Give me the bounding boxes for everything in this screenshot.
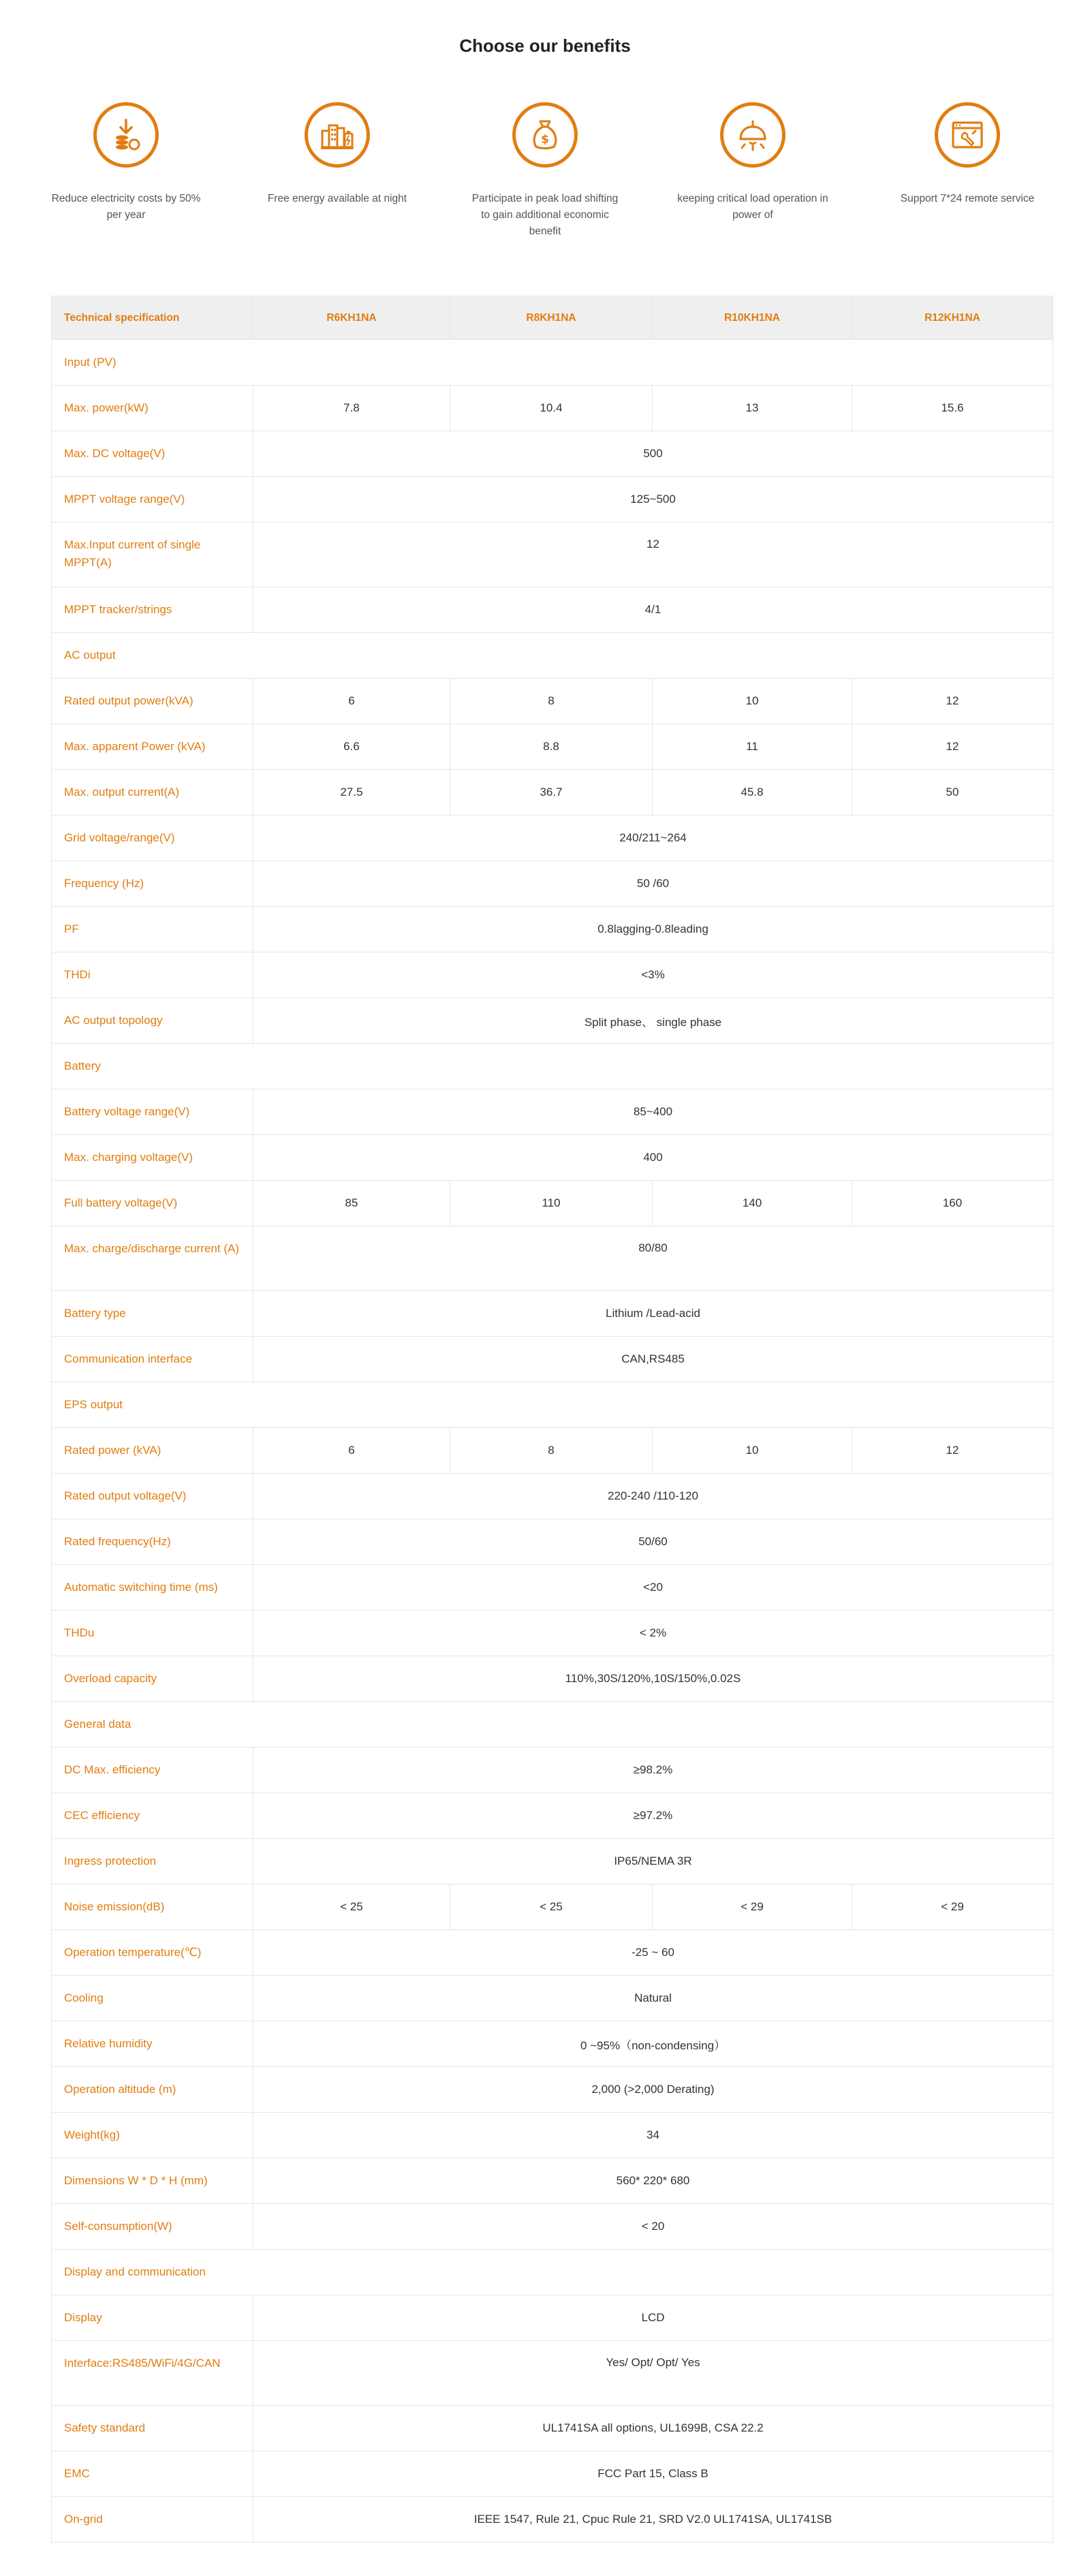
spec-value: 4/1 — [253, 587, 1053, 633]
benefit-icon-circle — [935, 102, 1000, 168]
table-body — [52, 340, 1053, 2543]
table-section-row — [52, 1044, 1053, 1089]
spec-label: Self-consumption(W) — [52, 2204, 253, 2250]
spec-value: 27.5 — [253, 770, 450, 816]
spec-label: CEC efficiency — [52, 1793, 253, 1839]
spec-label: Max. output current(A) — [52, 770, 253, 816]
spec-value: 50 — [852, 770, 1053, 816]
spec-label: Cooling — [52, 1976, 253, 2021]
table-row — [52, 587, 1053, 633]
table-section-row — [52, 2250, 1053, 2295]
table-row — [52, 816, 1053, 861]
benefit-icon-circle — [305, 102, 370, 168]
spec-value: 6 — [253, 679, 450, 724]
spec-value: 0 ~95%（non-condensing） — [253, 2021, 1053, 2067]
section-label: AC output — [52, 633, 1053, 679]
table-header-row — [52, 296, 1053, 340]
table-row — [52, 2341, 1053, 2406]
table-row — [52, 907, 1053, 952]
spec-value: IP65/NEMA 3R — [253, 1839, 1053, 1884]
spec-value: < 2% — [253, 1611, 1053, 1656]
table-row — [52, 1135, 1053, 1181]
spec-value: 12 — [852, 1428, 1053, 1474]
spec-value: 85~400 — [253, 1089, 1053, 1135]
spec-value: 85 — [253, 1181, 450, 1226]
spec-value: 110%,30S/120%,10S/150%,0.02S — [253, 1656, 1053, 1702]
spec-value: 500 — [253, 431, 1053, 477]
benefit-icon-circle — [512, 102, 578, 168]
benefit-caption: Reduce electricity costs by 50% per year — [51, 193, 201, 221]
spec-label: Max. power(kW) — [52, 386, 253, 431]
city-battery-icon — [320, 117, 355, 153]
table-row — [52, 2406, 1053, 2451]
table-section-row — [52, 1702, 1053, 1748]
spec-value: 125~500 — [253, 477, 1053, 523]
spec-value: 45.8 — [653, 770, 852, 816]
coin-savings-icon — [108, 117, 144, 153]
table-header-cell: Technical specification — [52, 296, 253, 340]
spec-value: 0.8lagging-0.8leading — [253, 907, 1053, 952]
spec-label: MPPT tracker/strings — [52, 587, 253, 633]
table-row — [52, 1930, 1053, 1976]
benefit-card — [654, 102, 852, 223]
section-label: Display and communication — [52, 2250, 1053, 2295]
table-row — [52, 1748, 1053, 1793]
spec-value: 7.8 — [253, 386, 450, 431]
spec-value: 160 — [852, 1181, 1053, 1226]
table-row — [52, 1793, 1053, 1839]
spec-value: 6 — [253, 1428, 450, 1474]
table-row — [52, 1291, 1053, 1337]
spec-label: Max. apparent Power (kVA) — [52, 724, 253, 770]
spec-value: Lithium /Lead-acid — [253, 1291, 1053, 1337]
spec-label: Dimensions W * D * H (mm) — [52, 2158, 253, 2204]
table-row — [52, 770, 1053, 816]
spec-value: 11 — [653, 724, 852, 770]
spec-label: Operation altitude (m) — [52, 2067, 253, 2113]
benefit-caption: Support 7*24 remote service — [900, 193, 1035, 204]
spec-value: < 29 — [653, 1884, 852, 1930]
spec-value: 140 — [653, 1181, 852, 1226]
table-row — [52, 2067, 1053, 2113]
benefit-card — [446, 102, 644, 240]
spec-value: UL1741SA all options, UL1699B, CSA 22.2 — [253, 2406, 1053, 2451]
spec-label: PF — [52, 907, 253, 952]
spec-label: Frequency (Hz) — [52, 861, 253, 907]
benefit-card — [238, 102, 436, 207]
spec-value: < 20 — [253, 2204, 1053, 2250]
table-header-cell: R10KH1NA — [653, 296, 852, 340]
spec-value: <20 — [253, 1565, 1053, 1611]
benefit-icon-circle — [720, 102, 785, 168]
table-row — [52, 1089, 1053, 1135]
spec-label: Rated output power(kVA) — [52, 679, 253, 724]
section-label: General data — [52, 1702, 1053, 1748]
spec-value: ≥98.2% — [253, 1748, 1053, 1793]
spec-value: 36.7 — [450, 770, 653, 816]
money-bag-icon — [527, 117, 563, 153]
spec-label: Communication interface — [52, 1337, 253, 1382]
table-row — [52, 724, 1053, 770]
spec-label: EMC — [52, 2451, 253, 2497]
spec-value: 2,000 (>2,000 Derating) — [253, 2067, 1053, 2113]
spec-label: Ingress protection — [52, 1839, 253, 1884]
spec-value: 8.8 — [450, 724, 653, 770]
spec-label: AC output topology — [52, 998, 253, 1044]
spec-value: 12 — [852, 679, 1053, 724]
spec-value: 220-240 /110-120 — [253, 1474, 1053, 1519]
table-row — [52, 2158, 1053, 2204]
svg-text:$: $ — [541, 133, 549, 146]
spec-label: DC Max. efficiency — [52, 1748, 253, 1793]
table-row — [52, 1656, 1053, 1702]
section-label: Input (PV) — [52, 340, 1053, 386]
spec-value: CAN,RS485 — [253, 1337, 1053, 1382]
benefit-icon-circle — [93, 102, 159, 168]
spec-value: 400 — [253, 1135, 1053, 1181]
spec-value: 50 /60 — [253, 861, 1053, 907]
table-row — [52, 1428, 1053, 1474]
table-row — [52, 1181, 1053, 1226]
table-row — [52, 2497, 1053, 2543]
table-section-row — [52, 633, 1053, 679]
spec-label: Grid voltage/range(V) — [52, 816, 253, 861]
spec-value: < 25 — [450, 1884, 653, 1930]
benefit-caption: Participate in peak load shifting to gain additional economic benefit — [471, 193, 619, 237]
table-section-row — [52, 1382, 1053, 1428]
spec-value: FCC Part 15, Class B — [253, 2451, 1053, 2497]
table-header-cell: R12KH1NA — [852, 296, 1053, 340]
table-row — [52, 1474, 1053, 1519]
benefits-title: Choose our benefits — [459, 35, 631, 56]
table-row — [52, 861, 1053, 907]
spec-value: LCD — [253, 2295, 1053, 2341]
spec-value: IEEE 1547, Rule 21, Cpuc Rule 21, SRD V2.0 UL1741SA, UL1741SB — [253, 2497, 1053, 2543]
spec-value: -25 ~ 60 — [253, 1930, 1053, 1976]
spec-value: 560* 220* 680 — [253, 2158, 1053, 2204]
spec-label: Automatic switching time (ms) — [52, 1565, 253, 1611]
spec-value: ≥97.2% — [253, 1793, 1053, 1839]
table-row — [52, 386, 1053, 431]
table-row — [52, 1839, 1053, 1884]
section-label: EPS output — [52, 1382, 1053, 1428]
spec-value: 8 — [450, 1428, 653, 1474]
spec-value: <3% — [253, 952, 1053, 998]
table-row — [52, 1611, 1053, 1656]
spec-label: THDi — [52, 952, 253, 998]
table-row — [52, 679, 1053, 724]
spec-value: < 29 — [852, 1884, 1053, 1930]
spec-label: Full battery voltage(V) — [52, 1181, 253, 1226]
spec-table — [51, 296, 1053, 2543]
lamp-icon — [735, 117, 770, 153]
spec-value: 80/80 — [253, 1226, 1053, 1291]
spec-label: Overload capacity — [52, 1656, 253, 1702]
spec-value: 6.6 — [253, 724, 450, 770]
spec-value: 13 — [653, 386, 852, 431]
spec-label: Battery type — [52, 1291, 253, 1337]
spec-label: Max. DC voltage(V) — [52, 431, 253, 477]
section-label: Battery — [52, 1044, 1053, 1089]
table-row — [52, 2113, 1053, 2158]
spec-value: 15.6 — [852, 386, 1053, 431]
spec-value: 240/211~264 — [253, 816, 1053, 861]
table-row — [52, 1884, 1053, 1930]
benefit-caption: keeping critical load operation in power of — [677, 193, 828, 221]
spec-label: Noise emission(dB) — [52, 1884, 253, 1930]
spec-label: Battery voltage range(V) — [52, 1089, 253, 1135]
spec-value: 110 — [450, 1181, 653, 1226]
spec-value: 10.4 — [450, 386, 653, 431]
spec-label: Display — [52, 2295, 253, 2341]
spec-label: Max.Input current of single MPPT(A) — [52, 523, 253, 587]
table-row — [52, 1226, 1053, 1291]
spec-label: Safety standard — [52, 2406, 253, 2451]
spec-label: MPPT voltage range(V) — [52, 477, 253, 523]
benefit-card — [869, 102, 1066, 207]
spec-label: Operation temperature(℃) — [52, 1930, 253, 1976]
spec-value: Natural — [253, 1976, 1053, 2021]
benefit-card — [27, 102, 225, 223]
spec-value: 12 — [852, 724, 1053, 770]
table-row — [52, 1337, 1053, 1382]
table-row — [52, 1519, 1053, 1565]
spec-value: Yes/ Opt/ Opt/ Yes — [253, 2341, 1053, 2406]
spec-label: Rated power (kVA) — [52, 1428, 253, 1474]
spec-label: THDu — [52, 1611, 253, 1656]
spec-value: 10 — [653, 1428, 852, 1474]
table-row — [52, 2295, 1053, 2341]
spec-value: 10 — [653, 679, 852, 724]
spec-label: Relative humidity — [52, 2021, 253, 2067]
table-section-row — [52, 340, 1053, 386]
table-row — [52, 477, 1053, 523]
table-row — [52, 2204, 1053, 2250]
table-row — [52, 523, 1053, 587]
table-row — [52, 1976, 1053, 2021]
benefit-caption: Free energy available at night — [267, 193, 407, 204]
table-header-cell: R6KH1NA — [253, 296, 450, 340]
spec-value: 12 — [253, 523, 1053, 587]
spec-label: On-grid — [52, 2497, 253, 2543]
spec-label: Max. charging voltage(V) — [52, 1135, 253, 1181]
table-row — [52, 952, 1053, 998]
spec-label: Rated frequency(Hz) — [52, 1519, 253, 1565]
spec-value: < 25 — [253, 1884, 450, 1930]
spec-label: Max. charge/discharge current (A) — [52, 1226, 253, 1291]
spec-label: Weight(kg) — [52, 2113, 253, 2158]
table-row — [52, 998, 1053, 1044]
spec-value: 34 — [253, 2113, 1053, 2158]
spec-label: Rated output voltage(V) — [52, 1474, 253, 1519]
spec-value: 50/60 — [253, 1519, 1053, 1565]
table-row — [52, 2021, 1053, 2067]
table-row — [52, 2451, 1053, 2497]
spec-label: Interface:RS485/WiFi/4G/CAN — [52, 2341, 253, 2406]
table-header-cell: R8KH1NA — [450, 296, 653, 340]
table-row — [52, 1565, 1053, 1611]
spec-value: Split phase、 single phase — [253, 998, 1053, 1044]
table-row — [52, 431, 1053, 477]
spec-value: 8 — [450, 679, 653, 724]
remote-service-icon — [950, 117, 985, 153]
